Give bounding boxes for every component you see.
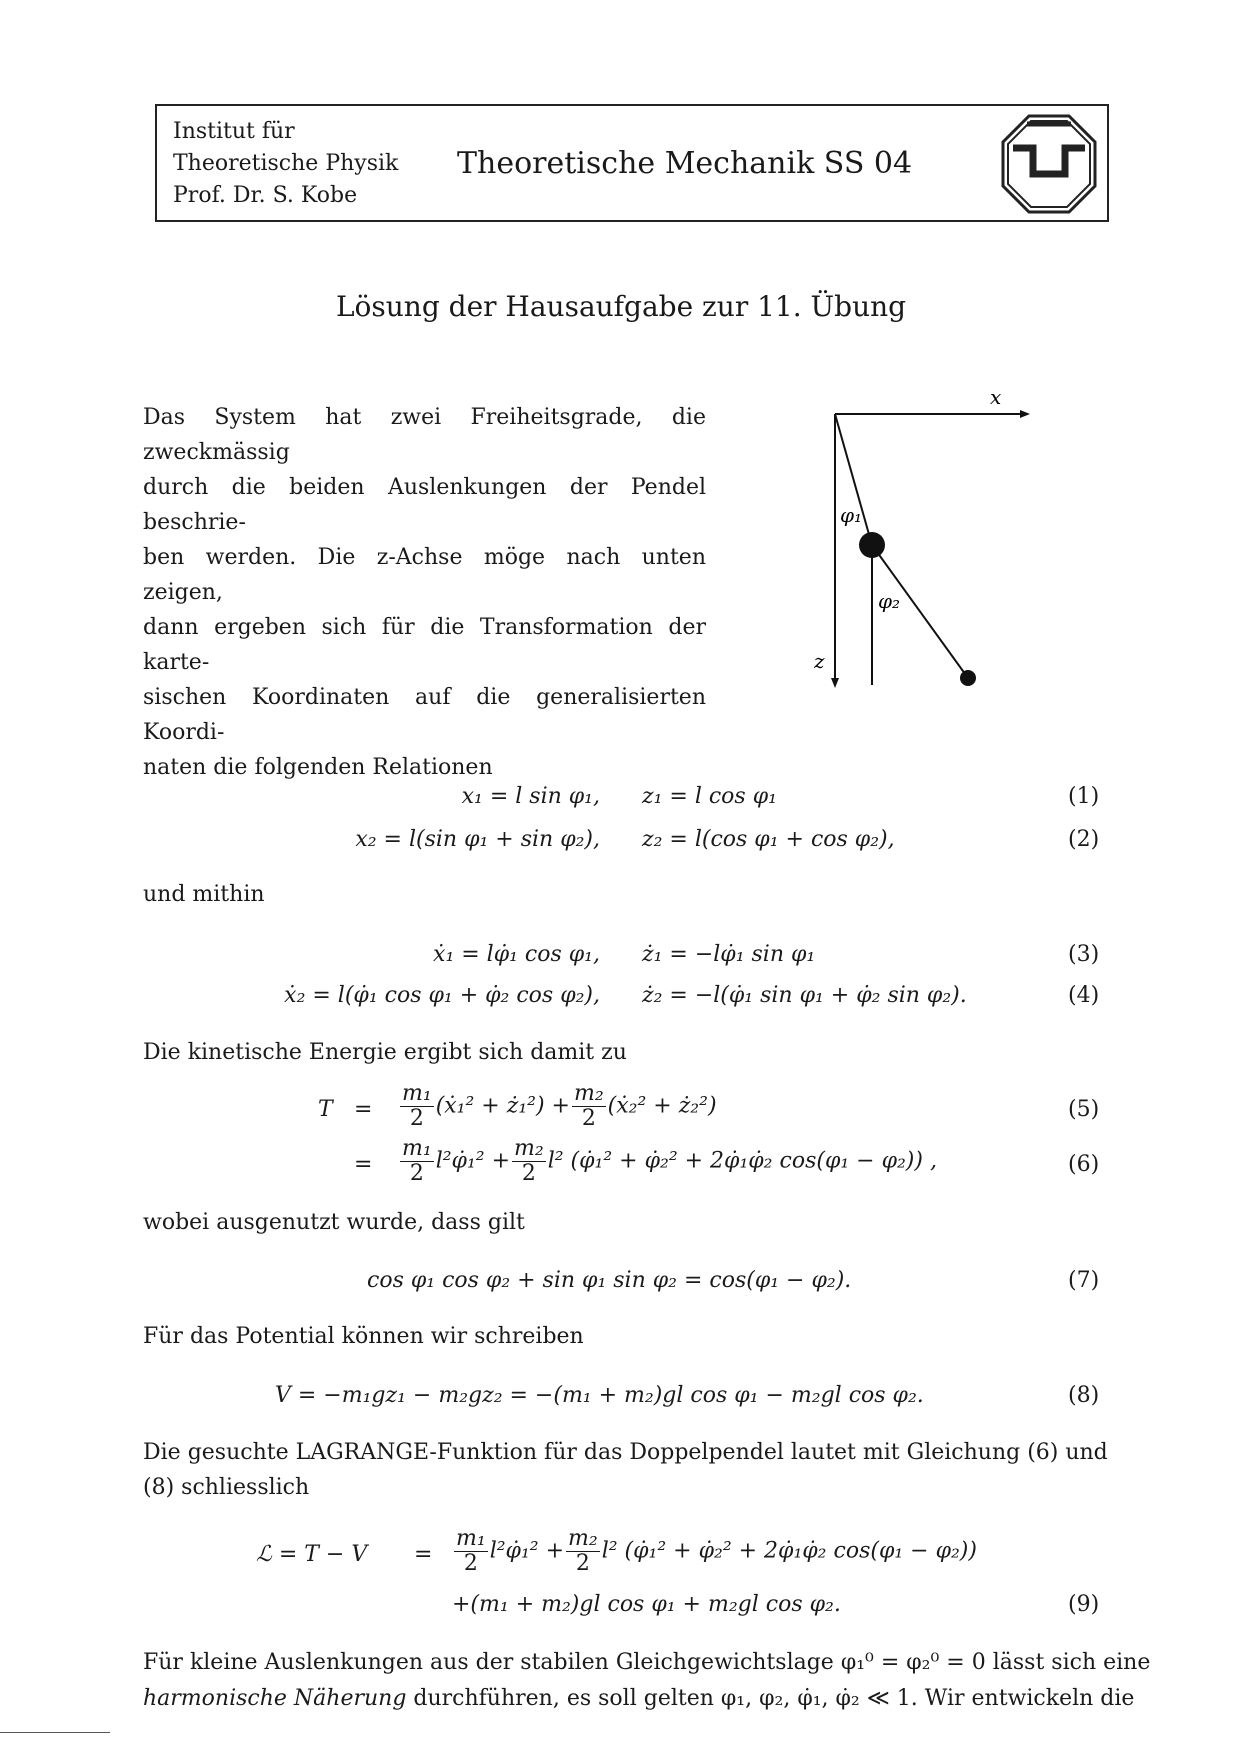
fraction: $\frac{\text{m₁}}{2}$ <box>402 1136 432 1186</box>
header-box <box>155 104 1109 222</box>
eq1-right: z₁ = l cos φ₁ <box>642 784 777 809</box>
eq7-number: (7) <box>1068 1268 1100 1293</box>
x-label: x <box>990 390 1002 409</box>
eq9-left: ℒ = T − V <box>256 1542 368 1567</box>
eq9-line2: +(m₁ + m₂)gl cos φ₁ + m₂gl cos φ₂. <box>452 1592 841 1617</box>
text-lagrange-line1: Die gesuchte LAGRANGE-Funktion für das Doppelpendel lautet mit Gleichung (6) und <box>143 1440 1108 1465</box>
double-pendulum-diagram <box>790 390 1050 700</box>
intro-line: sischen Koordinaten auf die generalisierten Koordi- <box>143 685 706 745</box>
text-final-line1: Für kleine Auslenkungen aus der stabilen Gleichgewichtslage φ₁⁰ = φ₂⁰ = 0 lässt sich eine <box>143 1650 1151 1675</box>
text-lagrange-line2: (8) schliesslich <box>143 1475 310 1500</box>
eq5-T: T <box>318 1097 333 1122</box>
text-kinetic-energy: Die kinetische Energie ergibt sich damit zu <box>143 1040 627 1065</box>
page-title: Lösung der Hausaufgabe zur 11. Übung <box>335 290 907 323</box>
eq5-equals: = <box>354 1097 373 1122</box>
x-axis-arrow-icon <box>1020 410 1030 418</box>
eq9-number: (9) <box>1068 1592 1100 1617</box>
intro-line: durch die beiden Auslenkungen der Pendel beschrie- <box>143 475 706 535</box>
eq1-number: (1) <box>1068 784 1100 809</box>
intro-paragraph <box>143 400 706 785</box>
institute-block <box>173 116 398 212</box>
phi1-label: φ₁ <box>840 503 863 527</box>
eq3-left: ẋ₁ = lφ̇₁ cos φ₁, <box>433 942 600 967</box>
eq3-right: ż₁ = −lφ̇₁ sin φ₁ <box>642 942 816 967</box>
bottom-rule <box>0 1732 110 1733</box>
text-potential: Für das Potential können wir schreiben <box>143 1324 584 1349</box>
intro-line: Das System hat zwei Freiheitsgrade, die zweckmässig <box>143 405 706 465</box>
intro-line: naten die folgenden Relationen <box>143 755 493 780</box>
phi2-label: φ₂ <box>878 589 901 613</box>
eq4-right: ż₂ = −l(φ̇₁ sin φ₁ + φ̇₂ sin φ₂). <box>642 983 967 1008</box>
pendulum-mass-1 <box>859 532 885 558</box>
institute-line: Institut für <box>173 119 295 144</box>
eq6-equals: = <box>354 1152 373 1177</box>
eq7: cos φ₁ cos φ₂ + sin φ₁ sin φ₂ = cos(φ₁ − φ₂). <box>367 1268 852 1293</box>
fraction: $\frac{\text{m₂}}{2}$ <box>514 1136 544 1186</box>
course-title: Theoretische Mechanik SS 04 <box>457 146 913 181</box>
eq6-expression: $\frac{\text{m₁}}{2}$ l²φ̇₁² + $\frac{\text{m₂}}{2}$ l² (φ̇₁² + φ̇₂² + 2φ̇₁φ̇₂ cos(φ₁ − φ₂)) , <box>402 1136 937 1186</box>
eq1-left: x₁ = l sin φ₁, <box>461 784 600 809</box>
intro-line: dann ergeben sich für die Transformation der karte- <box>143 615 706 675</box>
eq9-equals: = <box>414 1542 433 1567</box>
intro-line: ben werden. Die z-Achse möge nach unten zeigen, <box>143 545 706 605</box>
eq5-number: (5) <box>1068 1097 1100 1122</box>
text-final-line2: harmonische Näherung durchführen, es soll gelten φ₁, φ₂, φ̇₁, φ̇₂ ≪ 1. Wir entwickeln die <box>143 1686 1135 1711</box>
eq2-left: x₂ = l(sin φ₁ + sin φ₂), <box>355 827 600 852</box>
eq2-number: (2) <box>1068 827 1100 852</box>
text-und-mithin: und mithin <box>143 882 265 907</box>
institute-line: Theoretische Physik <box>173 151 399 176</box>
fraction: $\frac{\text{m₁}}{2}$ <box>402 1081 432 1131</box>
fraction: $\frac{\text{m₂}}{2}$ <box>573 1081 604 1131</box>
institute-line: Prof. Dr. S. Kobe <box>173 183 358 208</box>
eq4-left: ẋ₂ = l(φ̇₁ cos φ₁ + φ̇₂ cos φ₂), <box>284 983 600 1008</box>
eq8: V = −m₁gz₁ − m₂gz₂ = −(m₁ + m₂)gl cos φ₁ − m₂gl cos φ₂. <box>275 1383 924 1408</box>
pendulum-mass-2 <box>960 670 976 686</box>
eq5-expression: $\frac{\text{m₁}}{2}$ (ẋ₁² + ż₁²) + $\frac{\text{m₂}}{2}$ (ẋ₂² + ż₂²) <box>402 1081 717 1131</box>
fraction: $\frac{\text{m₂}}{2}$ <box>568 1526 598 1576</box>
eq4-number: (4) <box>1068 983 1100 1008</box>
university-logo-icon <box>999 112 1099 216</box>
z-label: z <box>814 649 825 673</box>
fraction: $\frac{\text{m₁}}{2}$ <box>456 1526 486 1576</box>
text-wobei: wobei ausgenutzt wurde, dass gilt <box>143 1210 525 1235</box>
z-axis-arrow-icon <box>831 678 839 688</box>
eq6-number: (6) <box>1068 1152 1100 1177</box>
eq8-number: (8) <box>1068 1383 1100 1408</box>
eq2-right: z₂ = l(cos φ₁ + cos φ₂), <box>642 827 895 852</box>
eq3-number: (3) <box>1068 942 1100 967</box>
eq9-expression: $\frac{\text{m₁}}{2}$ l²φ̇₁² + $\frac{\text{m₂}}{2}$ l² (φ̇₁² + φ̇₂² + 2φ̇₁φ̇₂ cos(φ₁ − φ₂)) <box>456 1526 977 1576</box>
